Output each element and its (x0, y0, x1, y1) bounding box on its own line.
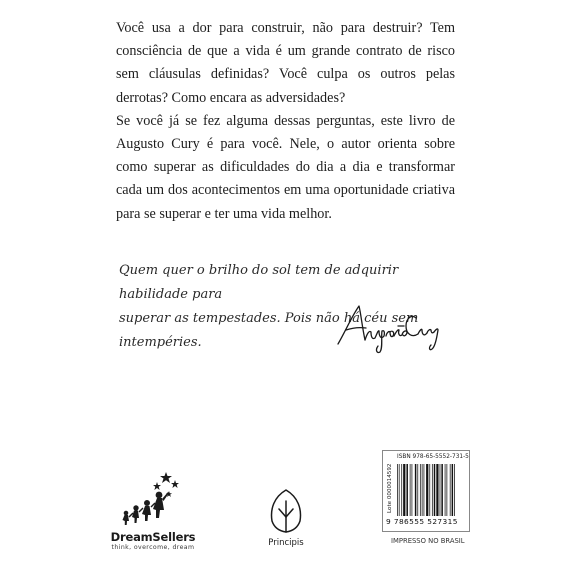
blurb-paragraph-2: Se você já se fez alguma dessas perguntas, este livro de Augusto Cury é para você. Nele, o autor orienta sobre como superar as dificuldades do dia a dia e transformar cada um dos acontecimentos em uma oportunidade criativa para se superar e ter uma vida melhor. (116, 112, 455, 222)
barcode-label (382, 450, 470, 532)
dreamsellers-tagline: think, overcome, dream (111, 544, 195, 551)
barcode-digits: 9 786555 527315 (386, 517, 458, 526)
principis-logo (261, 487, 311, 555)
lot-number: Lote 0000014592 (387, 463, 393, 513)
dreamsellers-name: DreamSellers (110, 530, 196, 544)
printed-in-brazil: IMPRESSO NO BRASIL (391, 537, 465, 545)
back-cover-blurb (116, 17, 455, 226)
principis-leaf-icon (261, 487, 311, 537)
quote-line-1: Quem quer o brilho do sol tem de adquirir habilidade para (119, 263, 399, 302)
dreamsellers-emblem-icon (108, 468, 198, 530)
author-signature (332, 300, 447, 356)
quote-line-2: superar as tempestades. Pois não há céu sem intempéries. (119, 311, 419, 350)
barcode-icon (397, 464, 463, 516)
isbn-number: ISBN 978-65-5552-731-5 (397, 454, 469, 460)
blurb-paragraph-1: Você usa a dor para construir, não para destruir? Tem consciência de que a vida é um grande contrato de risco sem cláusulas definidas? Você culpa os outros pelas derrotas? Como encara as adversidades? (116, 20, 455, 106)
principis-name: Principis (268, 538, 304, 548)
dreamsellers-logo (108, 468, 198, 552)
